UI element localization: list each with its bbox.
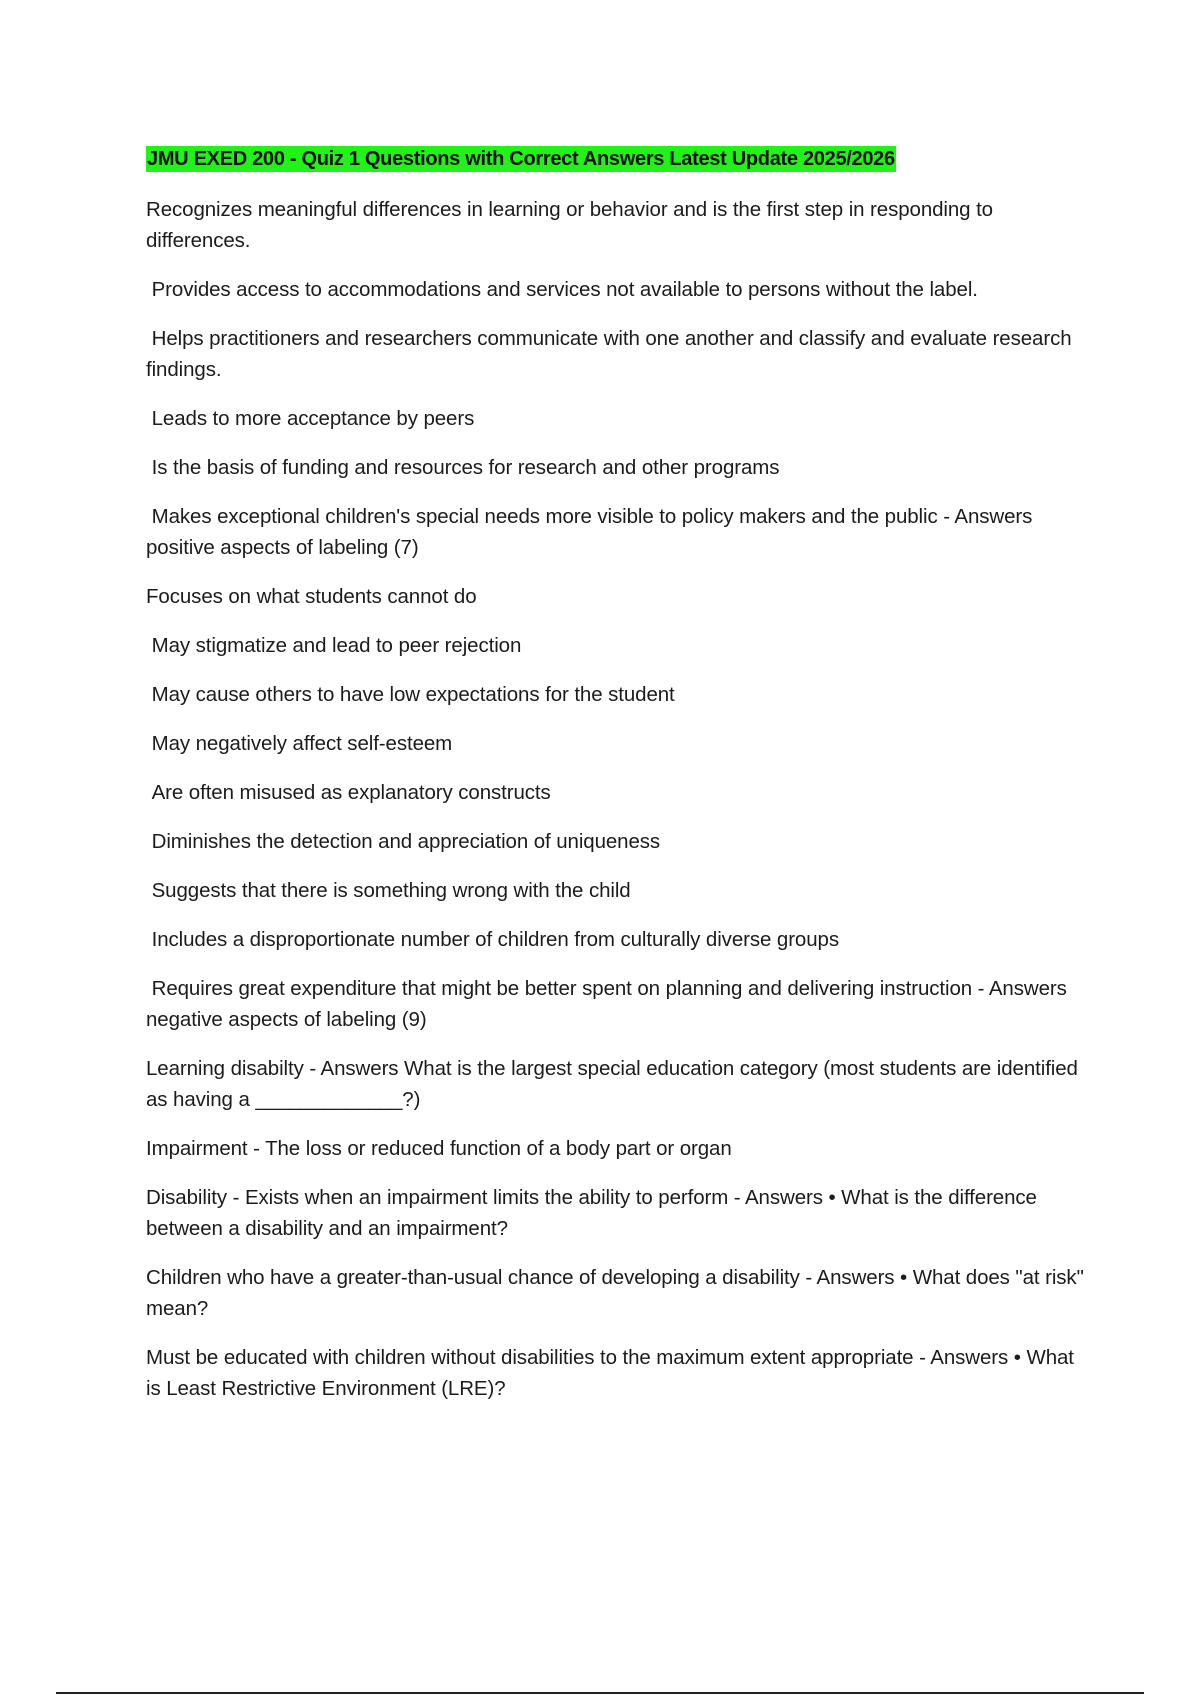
document-page <box>146 144 1090 1422</box>
paragraph: May cause others to have low expectations for the student <box>146 683 675 706</box>
paragraph: May stigmatize and lead to peer rejection <box>146 634 522 657</box>
paragraph: Children who have a greater-than-usual chance of developing a disability - Answers • What does "at risk" mean? <box>146 1266 1090 1320</box>
title-line <box>146 144 1086 176</box>
paragraph: Diminishes the detection and appreciation of uniqueness <box>146 830 661 853</box>
document-title: JMU EXED 200 - Quiz 1 Questions with Correct Answers Latest Update 2025/2026 <box>147 148 895 170</box>
paragraph: Focuses on what students cannot do <box>146 585 477 608</box>
paragraph: Are often misused as explanatory constructs <box>146 781 551 804</box>
paragraph: Is the basis of funding and resources for research and other programs <box>146 456 780 479</box>
paragraph: Makes exceptional children's special needs more visible to policy makers and the public - Answers positive aspects of labeling (7) <box>146 505 1038 559</box>
paragraph: Requires great expenditure that might be better spent on planning and delivering instruction - Answers negative aspects of labeling (9) <box>146 977 1073 1031</box>
paragraph: Includes a disproportionate number of children from culturally diverse groups <box>146 928 839 951</box>
paragraph: May negatively affect self-esteem <box>146 732 453 755</box>
paragraph: Learning disabilty - Answers What is the largest special education category (most students are identified as having a _____________?) <box>146 1057 1084 1111</box>
paragraph: Disability - Exists when an impairment limits the ability to perform - Answers • What is the difference between a disability and an impairment? <box>146 1186 1043 1240</box>
paragraph: Helps practitioners and researchers communicate with one another and classify and evaluate research findings. <box>146 327 1078 381</box>
page-bottom-rule <box>56 1692 1144 1694</box>
paragraph: Suggests that there is something wrong with the child <box>146 879 631 902</box>
paragraph: Leads to more acceptance by peers <box>146 407 475 430</box>
paragraph: Must be educated with children without disabilities to the maximum extent appropriate - Answers • What is Least Restrictive Environment (LRE)? <box>146 1346 1080 1400</box>
paragraph: Provides access to accommodations and services not available to persons without the label. <box>146 278 978 301</box>
paragraph: Impairment - The loss or reduced function of a body part or organ <box>146 1137 732 1160</box>
paragraph: Recognizes meaningful differences in learning or behavior and is the first step in responding to differences. <box>146 198 999 252</box>
